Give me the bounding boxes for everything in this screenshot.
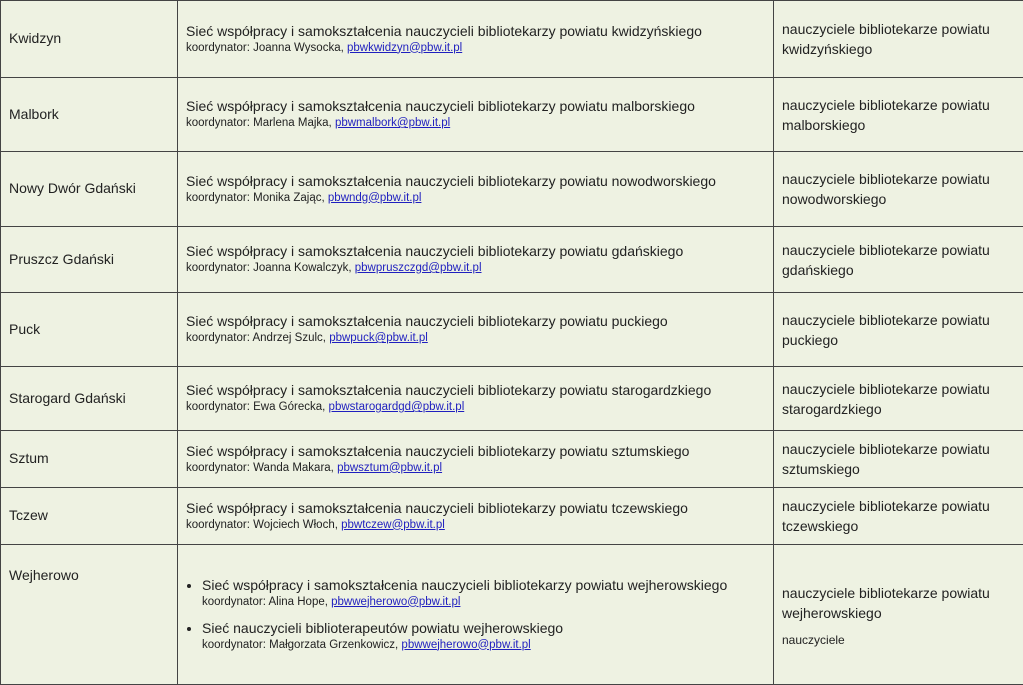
coordinator-email-link[interactable]: pbwsztum@pbw.it.pl [337, 462, 442, 474]
city-name: Kwidzyn [9, 30, 61, 46]
coordinator-email-link[interactable]: pbwtczew@pbw.it.pl [341, 519, 445, 531]
city-name: Pruszcz Gdański [9, 251, 114, 267]
city-name: Tczew [9, 507, 48, 523]
table-row [1, 367, 1023, 431]
coordinator-email-link[interactable]: pbwmalbork@pbw.it.pl [335, 117, 450, 129]
target-cell [774, 431, 1023, 488]
coordinator-line [186, 115, 765, 131]
coordinator-line [186, 460, 765, 476]
list-item [202, 620, 765, 653]
network-cell [178, 1, 774, 78]
network-cell [178, 488, 774, 545]
target-group: nauczyciele bibliotekarze powiatu kwidzyńskiego [782, 19, 1015, 59]
target-cell [774, 545, 1023, 685]
coordinator-email-link[interactable]: pbwwejherowo@pbw.it.pl [331, 596, 460, 608]
target-cell [774, 293, 1023, 367]
network-name: • Sieć nauczycieli biblioterapeutów powiatu wejherowskiego [202, 620, 765, 637]
coordinator-line [186, 260, 765, 276]
coordinator-email-link[interactable]: pbwpruszczgd@pbw.it.pl [355, 262, 482, 274]
coordinator-email-link[interactable]: pbwstarogardgd@pbw.it.pl [329, 401, 465, 413]
coordinator-line [202, 637, 765, 653]
list-item [202, 577, 765, 610]
city-cell [1, 545, 178, 685]
target-cell [774, 78, 1023, 152]
target-cell [774, 1, 1023, 78]
table-row [1, 227, 1023, 293]
coordinator-text: koordynator: Andrzej Szulc, [186, 332, 329, 344]
table-row [1, 1, 1023, 78]
table-row [1, 431, 1023, 488]
target-group: nauczyciele bibliotekarze powiatu starogardzkiego [782, 379, 1015, 419]
city-cell [1, 152, 178, 227]
target-group: nauczyciele bibliotekarze powiatu puckiego [782, 310, 1015, 350]
city-cell [1, 1, 178, 78]
city-cell [1, 78, 178, 152]
target-cell [774, 227, 1023, 293]
coordinator-text: koordynator: Marlena Majka, [186, 117, 335, 129]
network-name: Sieć współpracy i samokształcenia nauczycieli bibliotekarzy powiatu nowodworskiego [186, 173, 765, 190]
target-cell [774, 152, 1023, 227]
target-group: nauczyciele bibliotekarze powiatu sztumskiego [782, 439, 1015, 479]
network-cell [178, 152, 774, 227]
network-name: Sieć współpracy i samokształcenia nauczycieli bibliotekarzy powiatu kwidzyńskiego [186, 23, 765, 40]
network-name: Sieć współpracy i samokształcenia nauczycieli bibliotekarzy powiatu malborskiego [186, 98, 765, 115]
city-cell [1, 293, 178, 367]
coordinator-email-link[interactable]: pbwndg@pbw.it.pl [328, 192, 422, 204]
coordinator-text: koordynator: Monika Zając, [186, 192, 328, 204]
city-cell [1, 488, 178, 545]
coordinator-text: koordynator: Wojciech Włoch, [186, 519, 341, 531]
coordinator-line [186, 40, 765, 56]
target-cell [774, 488, 1023, 545]
network-cell [178, 293, 774, 367]
city-name: Nowy Dwór Gdański [9, 180, 136, 196]
coordinator-text: koordynator: Alina Hope, [202, 596, 331, 608]
coordinator-email-link[interactable]: pbwwejherowo@pbw.it.pl [401, 639, 530, 651]
coordinator-line [186, 399, 765, 415]
network-cell [178, 367, 774, 431]
target-group: nauczyciele bibliotekarze powiatu wejherowskiego [782, 583, 1015, 623]
network-name: Sieć współpracy i samokształcenia nauczycieli bibliotekarzy powiatu starogardzkiego [186, 382, 765, 399]
coordinator-line [202, 594, 765, 610]
coordinator-line [186, 517, 765, 533]
table-row [1, 293, 1023, 367]
network-name: • Sieć współpracy i samokształcenia nauczycieli bibliotekarzy powiatu wejherowskiego [202, 577, 765, 594]
table-row [1, 545, 1023, 685]
target-group: nauczyciele bibliotekarze powiatu malborskiego [782, 95, 1015, 135]
coordinator-email-link[interactable]: pbwkwidzyn@pbw.it.pl [347, 42, 462, 54]
network-list [186, 577, 765, 653]
network-cell [178, 431, 774, 488]
city-cell [1, 367, 178, 431]
city-name: Sztum [9, 450, 49, 466]
coordinator-text: koordynator: Joanna Wysocka, [186, 42, 347, 54]
city-cell [1, 431, 178, 488]
network-cell [178, 545, 774, 685]
target-group: nauczyciele bibliotekarze powiatu nowodworskiego [782, 169, 1015, 209]
coordinator-line [186, 190, 765, 206]
city-name: Malbork [9, 106, 59, 122]
city-name: Puck [9, 321, 40, 337]
coordinator-text: koordynator: Joanna Kowalczyk, [186, 262, 355, 274]
network-name: Sieć współpracy i samokształcenia nauczycieli bibliotekarzy powiatu gdańskiego [186, 243, 765, 260]
network-name: Sieć współpracy i samokształcenia nauczycieli bibliotekarzy powiatu tczewskiego [186, 500, 765, 517]
network-cell [178, 78, 774, 152]
network-cell [178, 227, 774, 293]
network-name: Sieć współpracy i samokształcenia nauczycieli bibliotekarzy powiatu puckiego [186, 313, 765, 330]
target-group-secondary: nauczyciele [782, 633, 1015, 647]
coordinator-text: koordynator: Ewa Górecka, [186, 401, 329, 413]
table-row [1, 78, 1023, 152]
city-cell [1, 227, 178, 293]
network-name: Sieć współpracy i samokształcenia nauczycieli bibliotekarzy powiatu sztumskiego [186, 443, 765, 460]
coordinator-text: koordynator: Małgorzata Grzenkowicz, [202, 639, 401, 651]
target-group: nauczyciele bibliotekarze powiatu tczewskiego [782, 496, 1015, 536]
target-group: nauczyciele bibliotekarze powiatu gdańskiego [782, 240, 1015, 280]
table-row [1, 488, 1023, 545]
city-name: Wejherowo [9, 567, 79, 583]
coordinator-email-link[interactable]: pbwpuck@pbw.it.pl [329, 332, 428, 344]
coordinator-line [186, 330, 765, 346]
coordinator-text: koordynator: Wanda Makara, [186, 462, 337, 474]
target-cell [774, 367, 1023, 431]
city-name: Starogard Gdański [9, 390, 126, 406]
table-row [1, 152, 1023, 227]
